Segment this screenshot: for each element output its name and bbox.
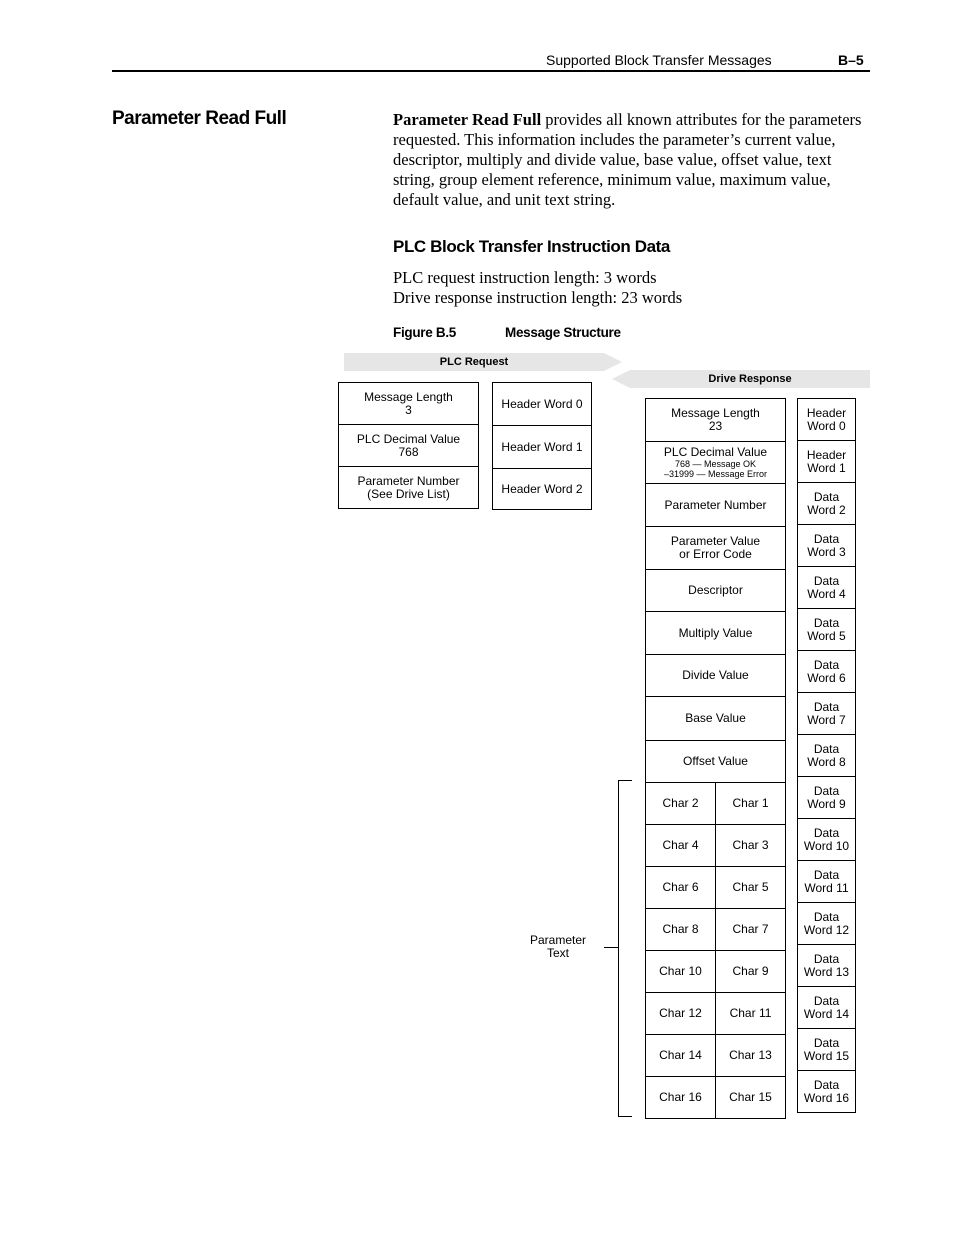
word-line1: Data [813, 783, 840, 798]
response-field-line2: or Error Code [679, 547, 752, 561]
word-line2: Word 1 [807, 460, 846, 475]
response-field-line1: Parameter Number [664, 497, 767, 512]
response-field-line1: Multiply Value [678, 625, 753, 640]
response-length-line: Drive response instruction length: 23 words [393, 288, 683, 307]
word-line1: Data [813, 1035, 840, 1050]
intro-bold-term: Parameter Read Full [393, 110, 542, 129]
response-word [797, 776, 856, 819]
word-line2: Word 12 [803, 922, 850, 937]
response-word [797, 524, 856, 567]
response-field-line1: Divide Value [682, 668, 749, 682]
word-line1: Header [806, 447, 847, 462]
word-line2: Word 11 [804, 880, 849, 895]
word-line1: Data [813, 951, 840, 966]
char-cell: Char 5 [715, 866, 786, 909]
response-word [797, 398, 856, 441]
char-row [645, 909, 786, 951]
response-word [797, 650, 856, 693]
response-word [797, 1028, 856, 1071]
response-field [645, 611, 786, 655]
word-line2: Word 0 [807, 418, 846, 433]
response-word [797, 1070, 856, 1113]
parameter-text-bracket [618, 780, 632, 1117]
response-field-line1: Base Value [685, 711, 746, 725]
char-cell: Char 4 [645, 824, 716, 867]
response-field [645, 740, 786, 783]
char-cell: Char 9 [715, 950, 786, 993]
char-cell: Char 8 [645, 908, 716, 951]
word-line2: Word 16 [803, 1090, 850, 1105]
char-row [645, 951, 786, 993]
word-line1: Data [813, 699, 840, 714]
word-line2: Word 8 [807, 754, 846, 769]
char-cell: Char 12 [645, 992, 716, 1035]
response-field [645, 441, 786, 484]
figure-number: Figure B.5 [393, 325, 457, 340]
request-field-line1: Message Length [364, 389, 453, 404]
request-field [338, 382, 479, 425]
char-row [645, 993, 786, 1035]
word-line2: Word 3 [807, 544, 846, 559]
word-line1: Data [813, 909, 840, 924]
plc-request-label: PLC Request [439, 356, 509, 368]
bracket-tick [604, 947, 618, 948]
request-word-stack [492, 383, 592, 510]
word-line1: Data [813, 615, 840, 630]
char-cell: Char 1 [715, 782, 786, 825]
response-status-ok: 768 — Message OK [674, 459, 757, 469]
response-word-stack [797, 399, 856, 1113]
response-field-line1: PLC Decimal Value [663, 445, 768, 459]
char-cell: Char 10 [645, 950, 716, 993]
response-word [797, 818, 856, 861]
parameter-text-label-line1: Parameter [529, 933, 587, 947]
parameter-text-label-line2: Text [546, 946, 569, 960]
word-line1: Data [813, 657, 840, 672]
word-line2: Word 7 [807, 712, 846, 727]
char-row [645, 1077, 786, 1119]
word-line2: Word 4 [807, 586, 846, 601]
word-line1: Data [813, 1077, 840, 1092]
page-number: B–5 [838, 52, 864, 68]
response-word [797, 692, 856, 735]
running-title: Supported Block Transfer Messages [546, 52, 772, 68]
word-line2: Word 10 [803, 838, 850, 853]
request-field-line2: 768 [398, 444, 419, 459]
char-cell: Char 14 [645, 1034, 716, 1077]
response-field [645, 696, 786, 741]
request-word: Header Word 1 [492, 425, 592, 469]
char-row [645, 783, 786, 825]
word-line2: Word 5 [807, 628, 846, 643]
char-row [645, 825, 786, 867]
response-field [645, 654, 786, 697]
char-cell: Char 3 [715, 824, 786, 867]
word-line2: Word 14 [803, 1006, 850, 1021]
response-field [645, 526, 786, 570]
response-word [797, 986, 856, 1029]
response-word [797, 482, 856, 525]
request-field-line1: PLC Decimal Value [356, 431, 461, 446]
request-word: Header Word 0 [492, 382, 592, 426]
response-arrow-icon [612, 370, 630, 388]
response-field-stack [645, 399, 786, 1119]
response-word [797, 566, 856, 609]
intro-paragraph [393, 110, 871, 210]
word-line2: Word 13 [803, 964, 850, 979]
response-word [797, 944, 856, 987]
word-line2: Word 15 [803, 1048, 850, 1063]
response-field-line1: Offset Value [683, 754, 748, 768]
request-field [338, 424, 479, 467]
word-line1: Data [813, 993, 840, 1008]
parameter-text-label [522, 934, 594, 960]
word-line1: Data [813, 489, 840, 504]
word-line1: Data [813, 573, 840, 588]
drive-response-label: Drive Response [708, 373, 792, 385]
response-field-line1: Message Length [671, 406, 760, 420]
char-cell: Char 15 [715, 1076, 786, 1119]
request-length-line: PLC request instruction length: 3 words [393, 268, 657, 287]
response-word [797, 440, 856, 483]
request-arrow-icon [604, 353, 622, 371]
response-word [797, 608, 856, 651]
char-cell: Char 13 [715, 1034, 786, 1077]
response-word [797, 734, 856, 777]
char-cell: Char 7 [715, 908, 786, 951]
response-field [645, 569, 786, 612]
word-line1: Data [813, 867, 840, 882]
response-word [797, 860, 856, 903]
char-cell: Char 16 [645, 1076, 716, 1119]
word-line2: Word 9 [807, 796, 846, 811]
word-line2: Word 6 [807, 670, 846, 685]
request-field-stack [338, 383, 479, 509]
response-field [645, 483, 786, 527]
section-title: Parameter Read Full [112, 108, 287, 129]
char-row [645, 867, 786, 909]
request-field-line2: 3 [405, 402, 412, 417]
drive-response-banner [630, 370, 870, 388]
response-field-line1: Descriptor [688, 583, 743, 597]
request-field [338, 466, 479, 509]
char-cell: Char 11 [715, 992, 786, 1035]
subsection-title: PLC Block Transfer Instruction Data [393, 237, 670, 256]
request-field-line2: (See Drive List) [367, 486, 450, 501]
intro-text: provides all known attributes for the parameters requested. This information includes the parameter’s current value, descriptor, multiply and divide value, base value, offset value, text string, group element reference, minimum value, maximum value, default value, and unit text string. [393, 110, 862, 209]
response-status-error: –31999 — Message Error [663, 469, 768, 479]
request-field-line1: Parameter Number [357, 473, 460, 488]
request-word: Header Word 2 [492, 468, 592, 510]
plc-request-banner [344, 353, 604, 371]
word-line1: Header [806, 405, 847, 420]
word-line2: Word 2 [807, 502, 846, 517]
char-cell: Char 6 [645, 866, 716, 909]
word-line1: Data [813, 741, 840, 756]
response-word [797, 902, 856, 945]
word-line1: Data [813, 531, 840, 546]
response-field [645, 398, 786, 442]
word-line1: Data [813, 825, 840, 840]
figure-caption: Message Structure [505, 325, 621, 340]
char-row [645, 1035, 786, 1077]
char-cell: Char 2 [645, 782, 716, 825]
header-rule [112, 70, 870, 72]
response-field-line2: 23 [708, 419, 723, 433]
response-field-line1: Parameter Value [670, 534, 761, 548]
